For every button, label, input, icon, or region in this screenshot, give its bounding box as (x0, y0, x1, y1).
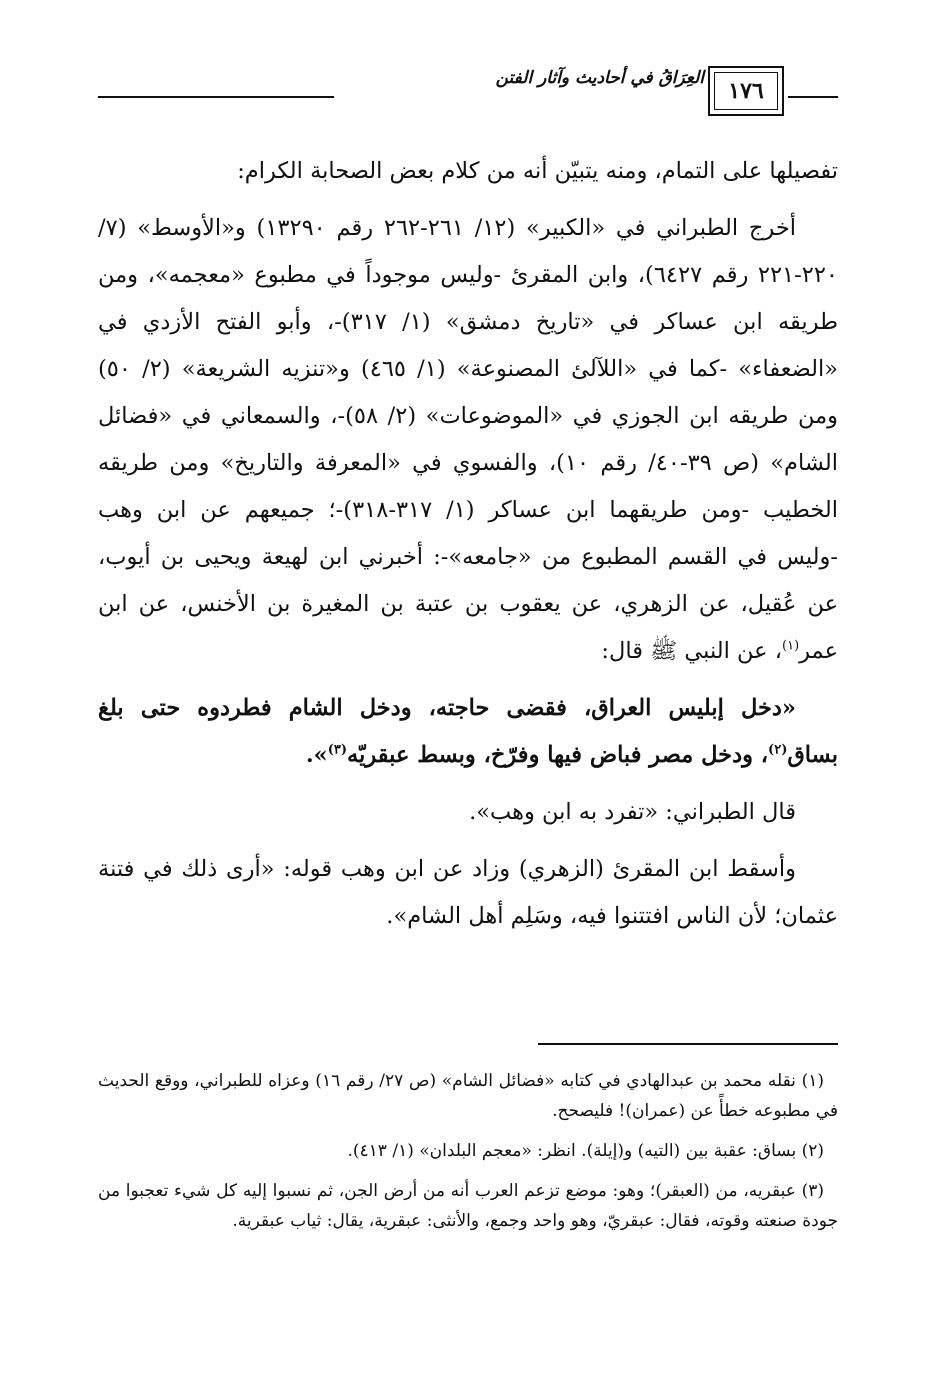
footnotes (98, 1066, 838, 1246)
header-rule-right (788, 96, 838, 98)
paragraph-intro: تفصيلها على التمام، ومنه يتبيّن أنه من كلام بعض الصحابة الكرام: (237, 158, 838, 184)
paragraph-ibn-muqri: وأسقط ابن المقرئ (الزهري) وزاد عن ابن وهب قوله: «أرى ذلك في فتنة عثمان؛ لأن الناس افتتنوا فيه، وسَلِم أهل الشام». (98, 856, 838, 929)
paragraph-tabarani-comment: قال الطبراني: «تفرد به ابن وهب». (469, 799, 796, 825)
header-rule-left (98, 96, 334, 98)
footnote-ref-1[interactable]: (١) (782, 638, 800, 654)
page-number: ١٧٦ (728, 78, 764, 104)
footnote-separator (538, 1043, 838, 1045)
footnote-ref-2[interactable]: (٢) (768, 742, 788, 758)
page-header (98, 62, 838, 122)
paragraph-takhrij (98, 205, 838, 675)
hadith-text-end: ». (305, 742, 328, 768)
main-text (98, 148, 838, 950)
hadith-text: «دخل إبليس العراق، فقضى حاجته، ودخل الشام فطردوه حتى بلغ بساق (98, 695, 838, 768)
footnote-1: (١) نقله محمد بن عبدالهادي في كتابه «فضائل الشام» (ص ٢٧/ رقم ١٦) وعزاه للطبراني، ووقع الحديث في مطبوعه خطأً عن (عمران)! فليصحح. (98, 1071, 838, 1121)
takhrij-text-end: ، عن النبي ﷺ قال: (601, 638, 782, 664)
running-title: العِرَاقُ في أحاديث وآثار الفتن (495, 68, 704, 88)
hadith-text-cont: ، ودخل مصر فباض فيها وفرّخ، وبسط عبقريّه (347, 742, 769, 768)
footnote-2: (٢) بساق: عقبة بين (التيه) و(إيلة). انظر: «معجم البلدان» (١/ ٤١٣). (347, 1141, 824, 1161)
paragraph-hadith (98, 685, 838, 779)
page-number-box (708, 66, 784, 116)
footnote-3: (٣) عبقريه، من (العبقر)؛ وهو: موضع تزعم العرب أنه من أرض الجن، ثم نسبوا إليه كل شيء تعجبوا من جودة صنعته وقوته، فقال: عبقريّ، وهو واحد وجمع، والأنثى: عبقرية، يقال: ثياب عبقرية. (98, 1181, 838, 1231)
footnote-ref-3[interactable]: (٣) (327, 742, 348, 758)
takhrij-text: أخرج الطبراني في «الكبير» (١٢/ ٢٦١-٢٦٢ رقم ١٣٢٩٠) و«الأوسط» (٧/ ٢٢٠-٢٢١ رقم ٦٤٢٧)، وابن المقرئ -وليس موجوداً في مطبوع «معجمه»، ومن طريقه ابن عساكر في «تاريخ دمشق» (١/ ٣١٧)-، وأبو الفتح الأزدي في «الضعفاء» -كما في «اللآلئ المصنوعة» (١/ ٤٦٥) و«تنزيه الشريعة» (٢/ ٥٠) ومن طريقه ابن الجوزي في «الموضوعات» (٢/ ٥٨)-، والسمعاني في «فضائل الشام» (ص ٣٩-٤٠/ رقم ١٠)، والفسوي في «المعرفة والتاريخ» ومن طريقه الخطيب -ومن طريقهما ابن عساكر (١/ ٣١٧-٣١٨)-؛ جميعهم عن ابن وهب -وليس في القسم المطبوع من «جامعه»-: أخبرني ابن لهيعة ويحيى بن أيوب، عن عُقيل، عن الزهري، عن يعقوب بن عتبة بن المغيرة بن الأخنس، عن ابن عمر (98, 215, 839, 664)
